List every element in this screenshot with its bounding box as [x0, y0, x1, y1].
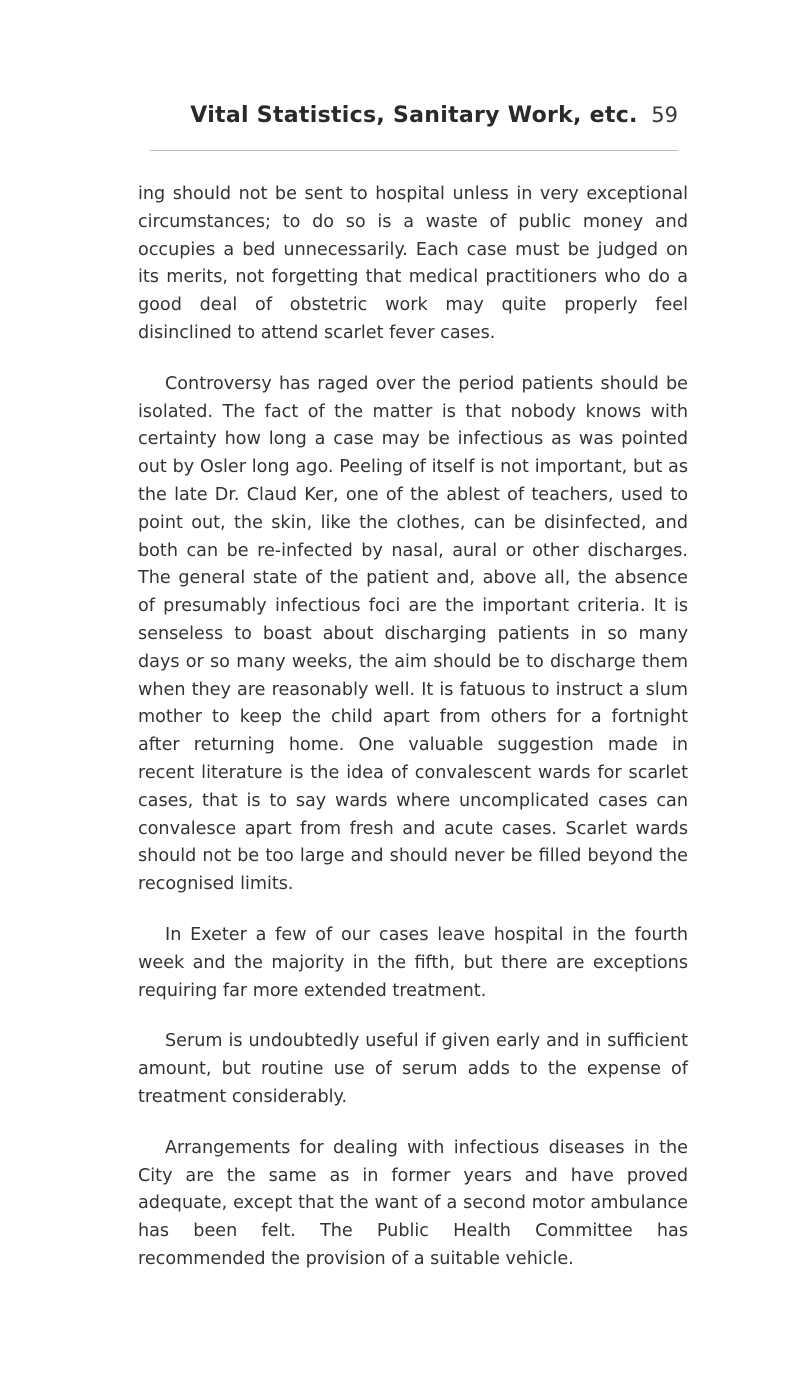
paragraph-isolation-period: Controversy has raged over the period patients should be isolated. The fact of the matter is that nobody knows with certainty how long a case may be infectious as was pointed out by Osler long ago. Peeling of itself is not important, but as the late Dr. Claud Ker, one of the ablest of teachers, used to point out, the skin, like the clothes, can be disinfected, and both can be re-infected by nasal, aural or other discharges. The general state of the patient and, above all, the absence of presumably infectious foci are the important criteria. It is senseless to boast about discharging patients in so many days or so many weeks, the aim should be to discharge them when they are reasonably well. It is fatuous to instruct a slum mother to keep the child apart from others for a fortnight after returning home. One valuable suggestion made in recent literature is the idea of convalescent wards for scarlet cases, that is to say wards where uncomplicated cases can convalesce apart from fresh and acute cases. Scarlet wards should not be too large and should never be filled beyond the recognised limits. — [138, 373, 688, 895]
page-number: 59 — [651, 103, 678, 127]
paragraph-continuation: ing should not be sent to hospital unless in very exceptional circumstances; to do so is a waste of public money and occupies a bed unnecessarily. Each case must be judged on its merits, not forgetting that medical practitioners who do a good deal of obstetric work may quite properly feel disinclined to attend scarlet fever cases. — [138, 184, 688, 343]
header-title: Vital Statistics, Sanitary Work, etc. — [190, 103, 638, 128]
body-text — [138, 181, 688, 1297]
paragraph-exeter-cases: In Exeter a few of our cases leave hospital in the fourth week and the majority in the fifth, but there are exceptions requiring far more extended treatment. — [138, 924, 688, 1001]
header-rule — [150, 150, 678, 151]
paragraph-serum: Serum is undoubtedly useful if given early and in sufficient amount, but routine use of serum adds to the expense of treatment considerably. — [138, 1031, 688, 1107]
paragraph-arrangements: Arrangements for dealing with infectious diseases in the City are the same as in former years and have proved adequate, except that the want of a second motor ambulance has been felt. The Public Health Committee has recommended the provision of a suitable vehicle. — [138, 1137, 688, 1269]
running-header — [150, 103, 678, 151]
